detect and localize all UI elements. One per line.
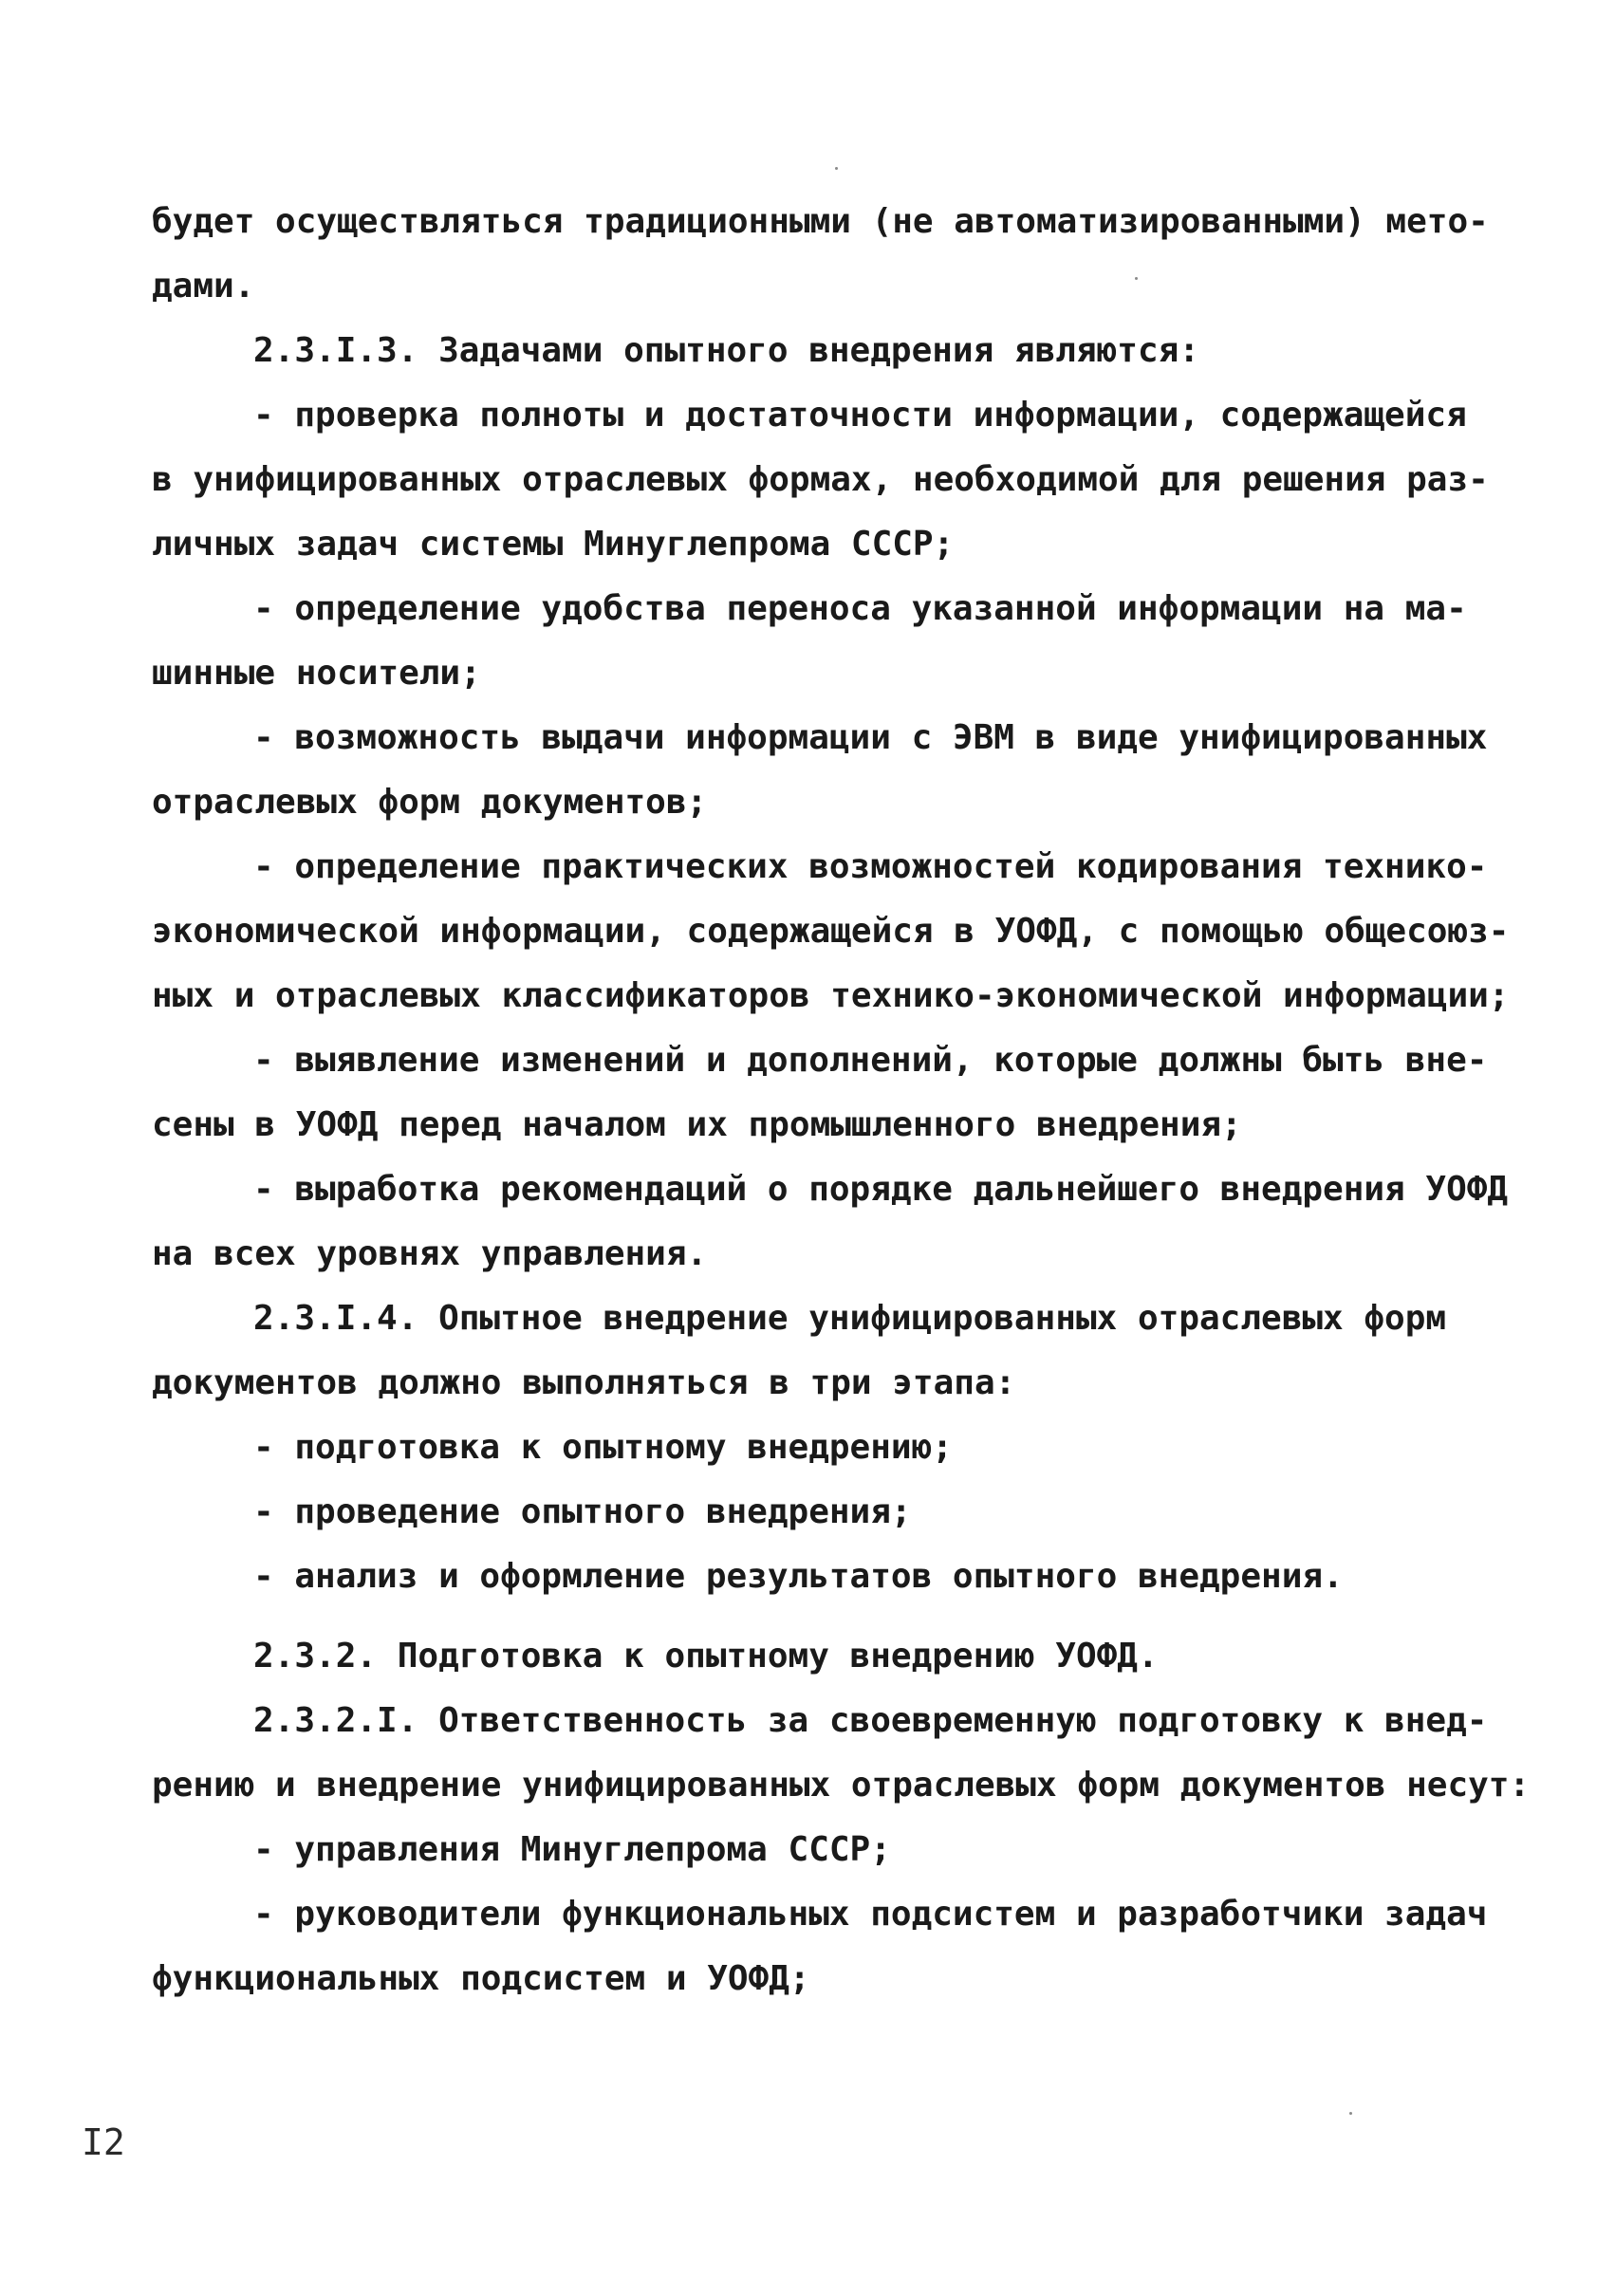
list-item: - проверка полноты и достаточности информации, содержащейся [253,396,1467,435]
text-line: документов должно выполняться в три этапа: [152,1363,1016,1402]
text-line: в унифицированных отраслевых формах, необходимой для решения раз- [152,460,1489,499]
scan-speck [1349,2112,1352,2115]
text-line: сены в УОФД перед началом их промышленного внедрения; [152,1105,1242,1144]
list-item: - определение удобства переноса указанной информации на ма- [253,589,1467,628]
text-line: функциональных подсистем и УОФД; [152,1959,810,1998]
text-line: шинные носители; [152,654,481,693]
text-line: экономической информации, содержащейся в УОФД, с помощью общесоюз- [152,912,1510,951]
page-number: I2 [82,2121,125,2163]
text-line: ных и отраслевых классификаторов технико-экономической информации; [152,976,1510,1015]
text-line: личных задач системы Минуглепрома СССР; [152,525,955,564]
section-heading: 2.3.2. Подготовка к опытному внедрению УОФД. [253,1637,1159,1676]
text-line: рению и внедрение унифицированных отраслевых форм документов несут: [152,1766,1531,1805]
section-heading: 2.3.2.I. Ответственность за своевременную подготовку к внед- [253,1701,1488,1740]
list-item: - проведение опытного внедрения; [253,1492,912,1531]
scan-speck [1135,277,1138,280]
list-item: - подготовка к опытному внедрению; [253,1428,953,1467]
text-line: дами. [152,267,255,306]
list-item: - выявление изменений и дополнений, которые должны быть вне- [253,1041,1488,1080]
section-heading: 2.3.I.3. Задачами опытного внедрения являются: [253,331,1199,370]
list-item: - выработка рекомендаций о порядке дальнейшего внедрения УОФД [253,1170,1509,1209]
list-item: - руководители функциональных подсистем и разработчики задач [253,1895,1488,1934]
section-heading: 2.3.I.4. Опытное внедрение унифицированных отраслевых форм [253,1299,1447,1338]
text-line: отраслевых форм документов; [152,783,708,822]
scan-speck [835,167,838,170]
list-item: - определение практических возможностей кодирования технико- [253,847,1488,886]
text-line: на всех уровнях управления. [152,1234,708,1273]
list-item: - анализ и оформление результатов опытного внедрения. [253,1557,1344,1596]
text-line: будет осуществляться традиционными (не автоматизированными) мето- [152,202,1489,241]
list-item: - управления Минуглепрома СССР; [253,1830,891,1869]
list-item: - возможность выдачи информации с ЭВМ в виде унифицированных [253,718,1488,757]
